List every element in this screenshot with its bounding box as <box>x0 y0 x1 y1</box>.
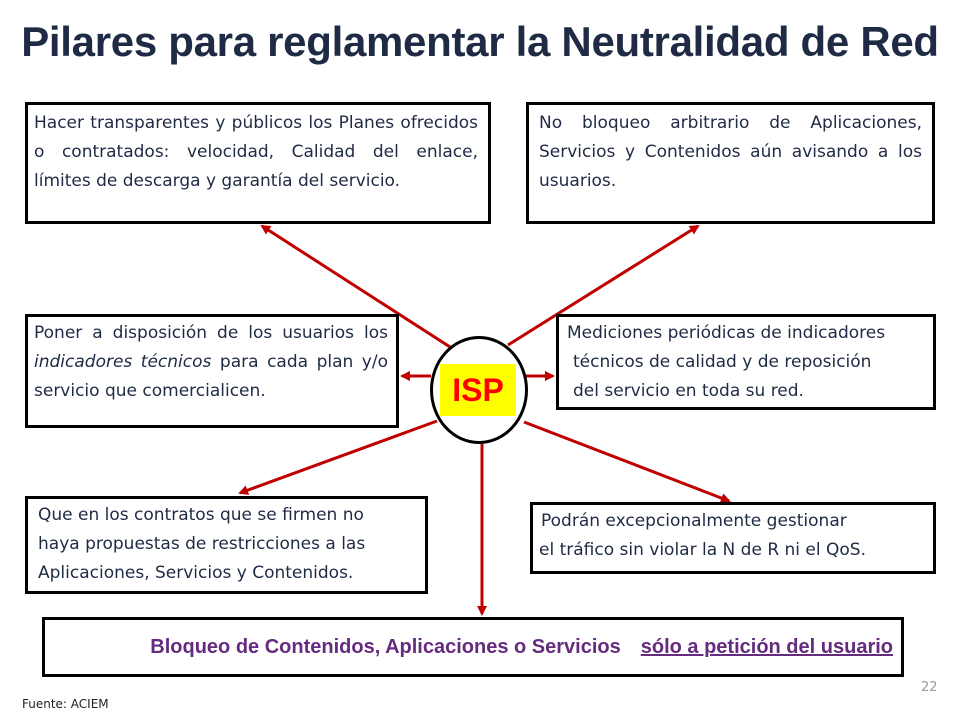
page-title: Pilares para reglamentar la Neutralidad de Red <box>21 18 939 65</box>
source-note: Fuente: ACIEM <box>22 697 109 711</box>
arrow-to-low-right <box>524 422 729 501</box>
box-technical-indicators: Poner a disposición de los usuarios los indicadores técnicos para cada plan y/o servicio que comercialicen. <box>25 314 399 428</box>
box-transparency: Hacer transparentes y públicos los Planes ofrecidos o contratados: velocidad, Calidad del enlace, límites de descarga y garantía del servicio. <box>25 102 491 224</box>
box-periodic-measurements: Mediciones periódicas de indicadores técnicos de calidad y de reposición del servicio en toda su red. <box>556 314 936 410</box>
box-contract-restrictions: Que en los contratos que se firmen no haya propuestas de restricciones a las Aplicaciones, Servicios y Contenidos. <box>25 496 428 594</box>
isp-label: ISP <box>440 364 516 416</box>
box-traffic-management: Podrán excepcionalmente gestionar el tráfico sin violar la N de R ni el QoS. <box>530 502 936 574</box>
arrow-to-low-left <box>240 421 437 493</box>
box-user-request-blocking: Bloqueo de Contenidos, Aplicaciones o Servicios sólo a petición del usuario <box>42 617 904 677</box>
page-number: 22 <box>921 680 938 695</box>
box-no-blocking: No bloqueo arbitrario de Aplicaciones, Servicios y Contenidos aún avisando a los usuarios. <box>526 102 935 224</box>
